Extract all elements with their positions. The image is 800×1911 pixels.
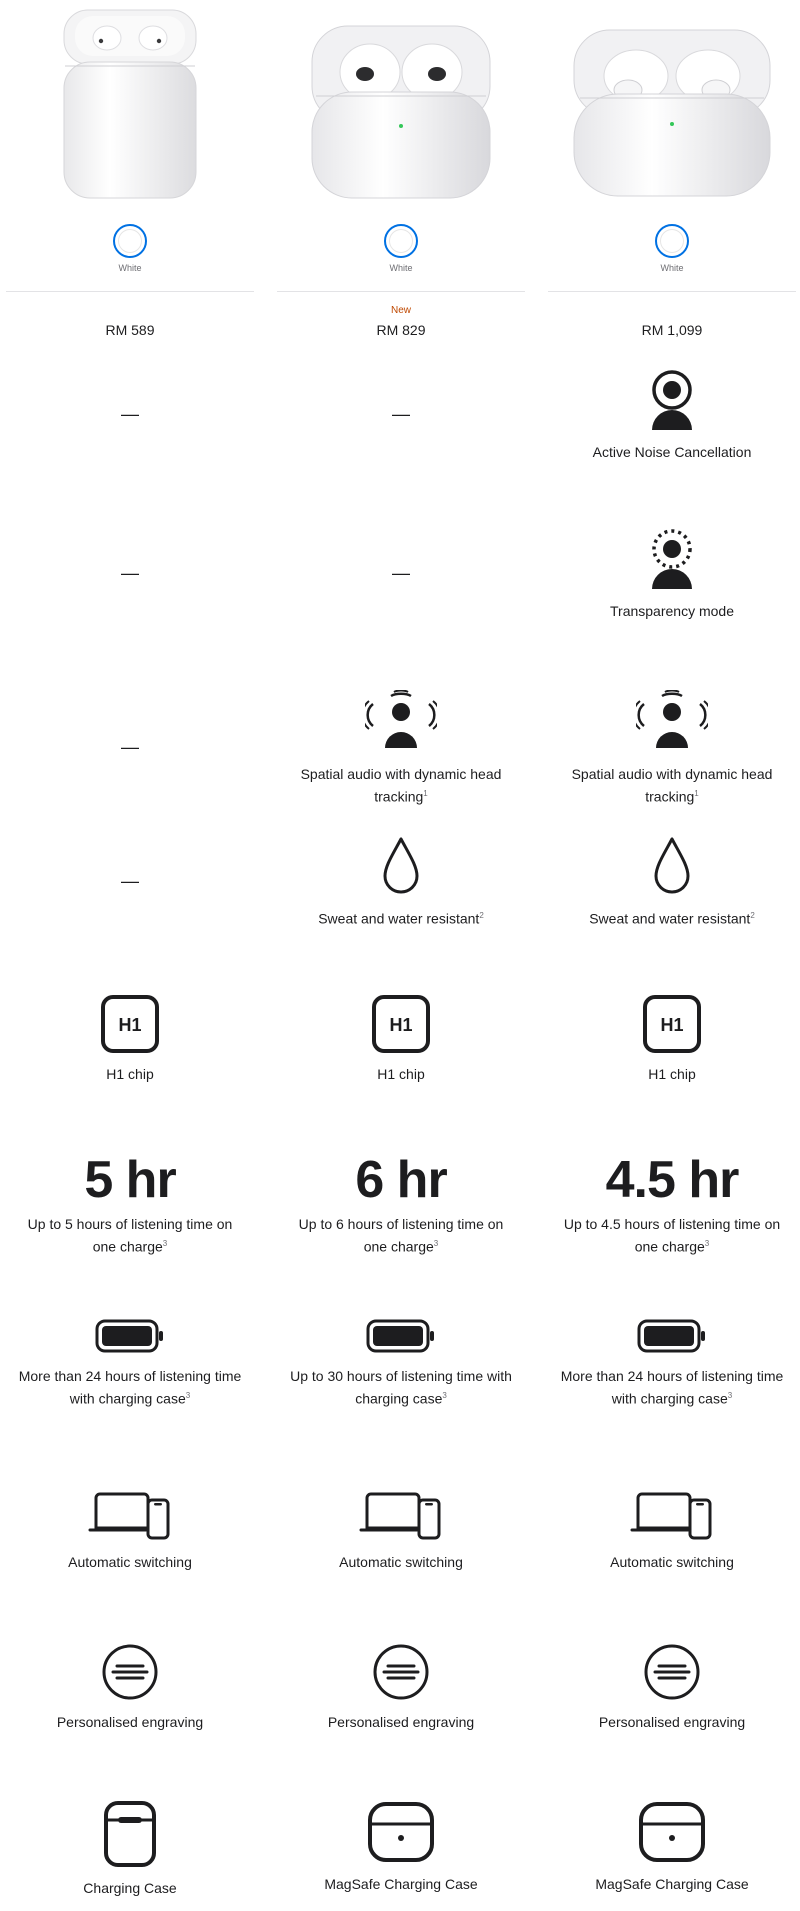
product-image[interactable]	[6, 6, 254, 202]
swatch-label: White	[389, 263, 413, 273]
anc-feature	[548, 368, 796, 462]
footnote-3[interactable]: 3	[433, 1239, 439, 1248]
spatial-audio-icon	[548, 690, 796, 754]
listening-hours-text: Up to 4.5 hours of listening time on one charge	[563, 1216, 781, 1255]
new-badge: New	[390, 305, 411, 316]
spatial-audio-label	[277, 764, 525, 807]
footnote-3[interactable]: 3	[162, 1239, 168, 1248]
chip-label: H1 chip	[106, 1066, 154, 1082]
battery-text: More than 24 hours of listening time with charging case	[560, 1368, 784, 1407]
chip-label: H1 chip	[377, 1066, 425, 1082]
sweat-feature	[277, 836, 525, 929]
spatial-audio-label	[548, 764, 796, 807]
color-swatch[interactable]	[6, 224, 254, 273]
h1-chip-icon	[6, 994, 254, 1054]
spatial-unavailable-dash: —	[121, 737, 139, 757]
engraving-feature	[6, 1642, 254, 1732]
listening-hours-text: Up to 6 hours of listening time on one charge	[298, 1216, 504, 1255]
engraving-feature	[548, 1642, 796, 1732]
case-label: MagSafe Charging Case	[324, 1876, 478, 1892]
spatial-audio-text: Spatial audio with dynamic head tracking	[571, 766, 773, 805]
swatch-white[interactable]	[384, 224, 418, 258]
engraving-feature	[277, 1642, 525, 1732]
h1-chip-text: H1	[660, 1015, 684, 1035]
battery-label	[548, 1366, 796, 1409]
swatch-label: White	[660, 263, 684, 273]
listening-time-feature	[277, 1152, 525, 1257]
sweat-label	[277, 906, 525, 929]
case-feature	[277, 1800, 525, 1894]
engraving-label: Personalised engraving	[327, 1714, 475, 1730]
switching-label: Automatic switching	[68, 1554, 192, 1570]
sweat-feature	[548, 836, 796, 929]
transparency-unavailable-dash: —	[392, 563, 410, 583]
footnote-2[interactable]: 2	[479, 911, 484, 920]
price: RM 829	[376, 322, 426, 338]
spatial-audio-text: Spatial audio with dynamic head tracking	[300, 766, 502, 805]
product-column-airpods-pro	[548, 0, 796, 1911]
footnote-2[interactable]: 2	[750, 911, 755, 920]
case-feature	[548, 1800, 796, 1894]
charging-case-icon	[6, 1800, 254, 1868]
anc-label: Active Noise Cancellation	[592, 444, 752, 460]
listening-hours: 4.5 hr	[605, 1151, 739, 1209]
footnote-1[interactable]: 1	[694, 789, 699, 798]
chip-feature	[548, 994, 796, 1084]
divider	[277, 291, 525, 292]
case-feature	[6, 1800, 254, 1898]
case-label: MagSafe Charging Case	[595, 1876, 749, 1892]
battery-icon	[277, 1316, 525, 1356]
engraving-label: Personalised engraving	[598, 1714, 746, 1730]
h1-chip-text: H1	[389, 1015, 413, 1035]
battery-icon	[6, 1316, 254, 1356]
engraving-label: Personalised engraving	[56, 1714, 204, 1730]
listening-hours-text: Up to 5 hours of listening time on one charge	[27, 1216, 233, 1255]
engraving-icon	[6, 1642, 254, 1702]
anc-unavailable-dash: —	[121, 404, 139, 424]
spatial-audio-feature	[277, 690, 525, 807]
battery-icon	[548, 1316, 796, 1356]
listening-hours: 5 hr	[84, 1151, 176, 1209]
engraving-icon	[277, 1642, 525, 1702]
sweat-unavailable-dash: —	[121, 871, 139, 891]
product-image[interactable]	[548, 6, 796, 202]
laptop-phone-icon	[548, 1490, 796, 1542]
battery-feature	[277, 1316, 525, 1409]
battery-text: More than 24 hours of listening time with charging case	[18, 1368, 242, 1407]
listening-hours-label	[6, 1214, 254, 1257]
battery-feature	[6, 1316, 254, 1409]
h1-chip-icon	[548, 994, 796, 1054]
sweat-text: Sweat and water resistant	[589, 910, 751, 927]
laptop-phone-icon	[6, 1490, 254, 1542]
h1-chip-icon	[277, 994, 525, 1054]
anc-unavailable-dash: —	[392, 404, 410, 424]
water-drop-icon	[277, 836, 525, 896]
sweat-label	[548, 906, 796, 929]
swatch-label: White	[118, 263, 142, 273]
water-drop-icon	[548, 836, 796, 896]
switching-label: Automatic switching	[339, 1554, 463, 1570]
noise-cancellation-icon	[548, 368, 796, 432]
magsafe-case-icon	[277, 1800, 525, 1864]
spatial-audio-icon	[277, 690, 525, 754]
listening-time-feature	[548, 1152, 796, 1257]
magsafe-case-icon	[548, 1800, 796, 1864]
laptop-phone-icon	[277, 1490, 525, 1542]
listening-hours-label	[548, 1214, 796, 1257]
color-swatch[interactable]	[277, 224, 525, 273]
divider	[6, 291, 254, 292]
color-swatch[interactable]	[548, 224, 796, 273]
switching-label: Automatic switching	[610, 1554, 734, 1570]
divider	[548, 291, 796, 292]
chip-label: H1 chip	[648, 1066, 696, 1082]
case-label: Charging Case	[83, 1880, 177, 1896]
footnote-3[interactable]: 3	[704, 1239, 710, 1248]
switching-feature	[6, 1490, 254, 1572]
switching-feature	[548, 1490, 796, 1572]
transparency-unavailable-dash: —	[121, 563, 139, 583]
product-column-airpods	[6, 0, 254, 1911]
swatch-white[interactable]	[655, 224, 689, 258]
listening-time-feature	[6, 1152, 254, 1257]
sweat-text: Sweat and water resistant	[318, 910, 480, 927]
switching-feature	[277, 1490, 525, 1572]
price: RM 1,099	[641, 322, 703, 338]
engraving-icon	[548, 1642, 796, 1702]
footnote-3[interactable]: 3	[727, 1391, 733, 1400]
transparency-feature	[548, 527, 796, 621]
chip-feature	[6, 994, 254, 1084]
product-image[interactable]	[277, 6, 525, 202]
chip-feature	[277, 994, 525, 1084]
transparency-icon	[548, 527, 796, 591]
transparency-label: Transparency mode	[610, 603, 734, 619]
battery-feature	[548, 1316, 796, 1409]
battery-label	[6, 1366, 254, 1409]
h1-chip-text: H1	[118, 1015, 142, 1035]
footnote-1[interactable]: 1	[423, 789, 428, 798]
spatial-audio-feature	[548, 690, 796, 807]
price: RM 589	[105, 322, 155, 338]
battery-label	[277, 1366, 525, 1409]
swatch-white[interactable]	[113, 224, 147, 258]
product-column-airpods-3	[277, 0, 525, 1911]
footnote-3[interactable]: 3	[185, 1391, 191, 1400]
listening-hours-label	[277, 1214, 525, 1257]
footnote-3[interactable]: 3	[442, 1391, 447, 1400]
listening-hours: 6 hr	[355, 1151, 447, 1209]
battery-text: Up to 30 hours of listening time with charging case	[290, 1368, 512, 1407]
